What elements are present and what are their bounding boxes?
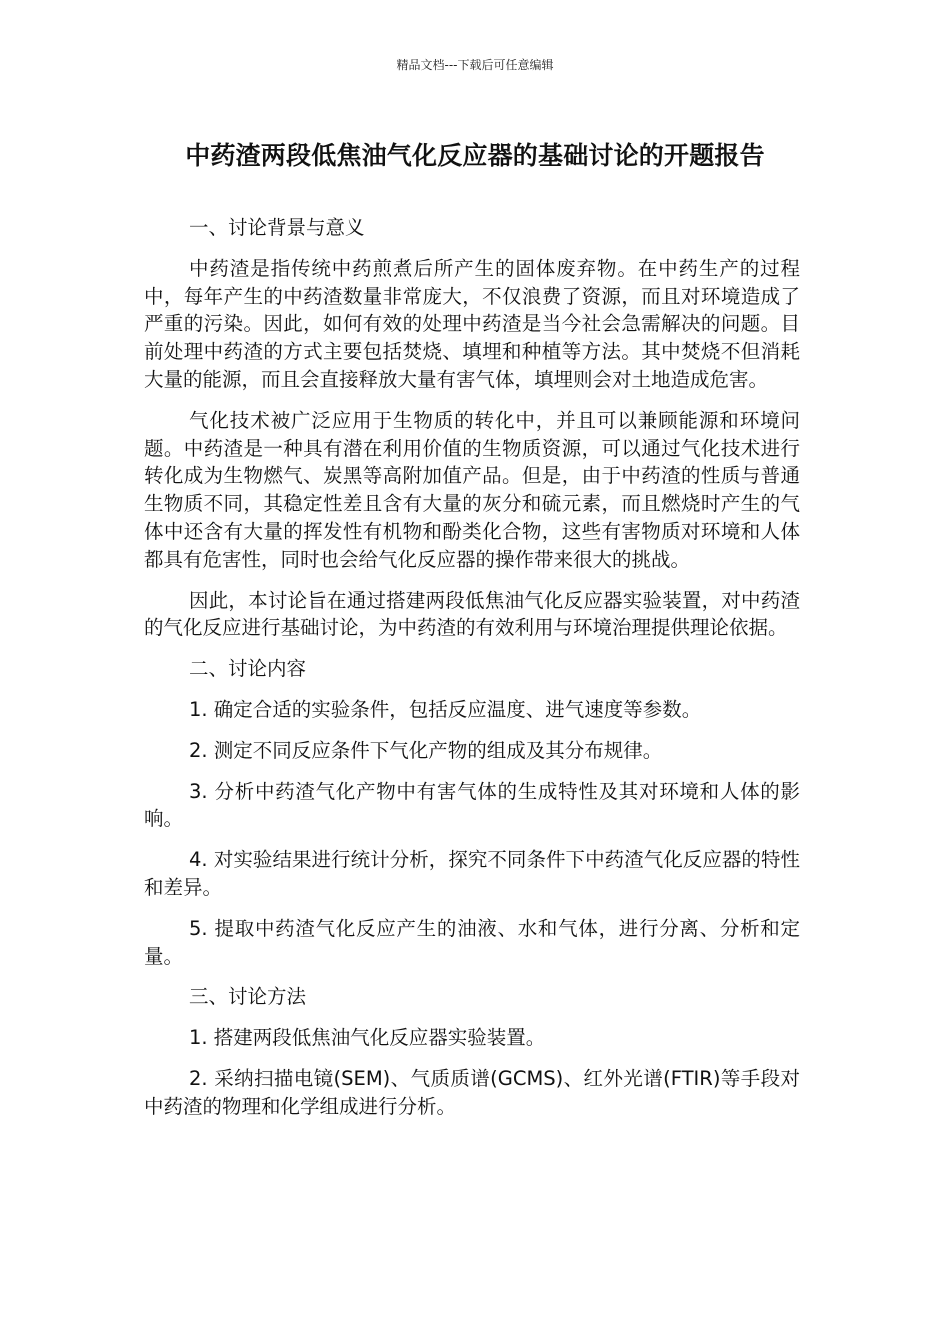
list-item: 2. 采纳扫描电镜(SEM)、气质质谱(GCMS)、红外光谱(FTIR)等手段对中药渣的物理和化学组成进行分析。 [144,1066,800,1118]
list-item: 2. 测定不同反应条件下气化产物的组成及其分布规律。 [189,738,663,762]
header-note: 精品文档---下载后可任意编辑 [396,58,554,72]
section-heading-background: 一、讨论背景与意义 [189,216,365,239]
document-body [144,214,800,1121]
body-paragraph: 因此，本讨论旨在通过搭建两段低焦油气化反应器实验装置，对中药渣的气化反应进行基础讨论，为中药渣的有效利用与环境治理提供理论依据。 [144,588,800,640]
list-item: 1. 搭建两段低焦油气化反应器实验装置。 [189,1026,546,1050]
section-heading-method: 三、讨论方法 [189,985,307,1009]
list-item: 1. 确定合适的实验条件，包括反应温度、进气速度等参数。 [189,697,702,721]
document-title: 中药渣两段低焦油气化反应器的基础讨论的开题报告 [185,141,765,170]
section-heading-content: 二、讨论内容 [189,657,307,681]
list-item: 3. 分析中药渣气化产物中有害气体的生成特性及其对环境和人体的影响。 [144,779,800,831]
list-item: 4. 对实验结果进行统计分析，探究不同条件下中药渣气化反应器的特性和差异。 [144,848,800,899]
body-paragraph: 中药渣是指传统中药煎煮后所产生的固体废弃物。在中药生产的过程中，每年产生的中药渣数量非常庞大，不仅浪费了资源，而且对环境造成了严重的污染。因此，如何有效的处理中药渣是当今社会急需解决的问题。目前处理中药渣的方式主要包括焚烧、填埋和种植等方法。其中焚烧不但消耗大量的能源，而且会直接释放大量有害气体，填埋则会对土地造成危害。 [144,256,800,391]
list-item: 5. 提取中药渣气化反应产生的油液、水和气体，进行分离、分析和定量。 [144,916,800,968]
body-paragraph: 气化技术被广泛应用于生物质的转化中，并且可以兼顾能源和环境问题。中药渣是一种具有潜在利用价值的生物质资源，可以通过气化技术进行转化成为生物燃气、炭黑等高附加值产品。但是，由于中药渣的性质与普通生物质不同，其稳定性差且含有大量的灰分和硫元素，而且燃烧时产生的气体中还含有大量的挥发性有机物和酚类化合物，这些有害物质对环境和人体都具有危害性，同时也会给气化反应器的操作带来很大的挑战。 [144,408,800,571]
